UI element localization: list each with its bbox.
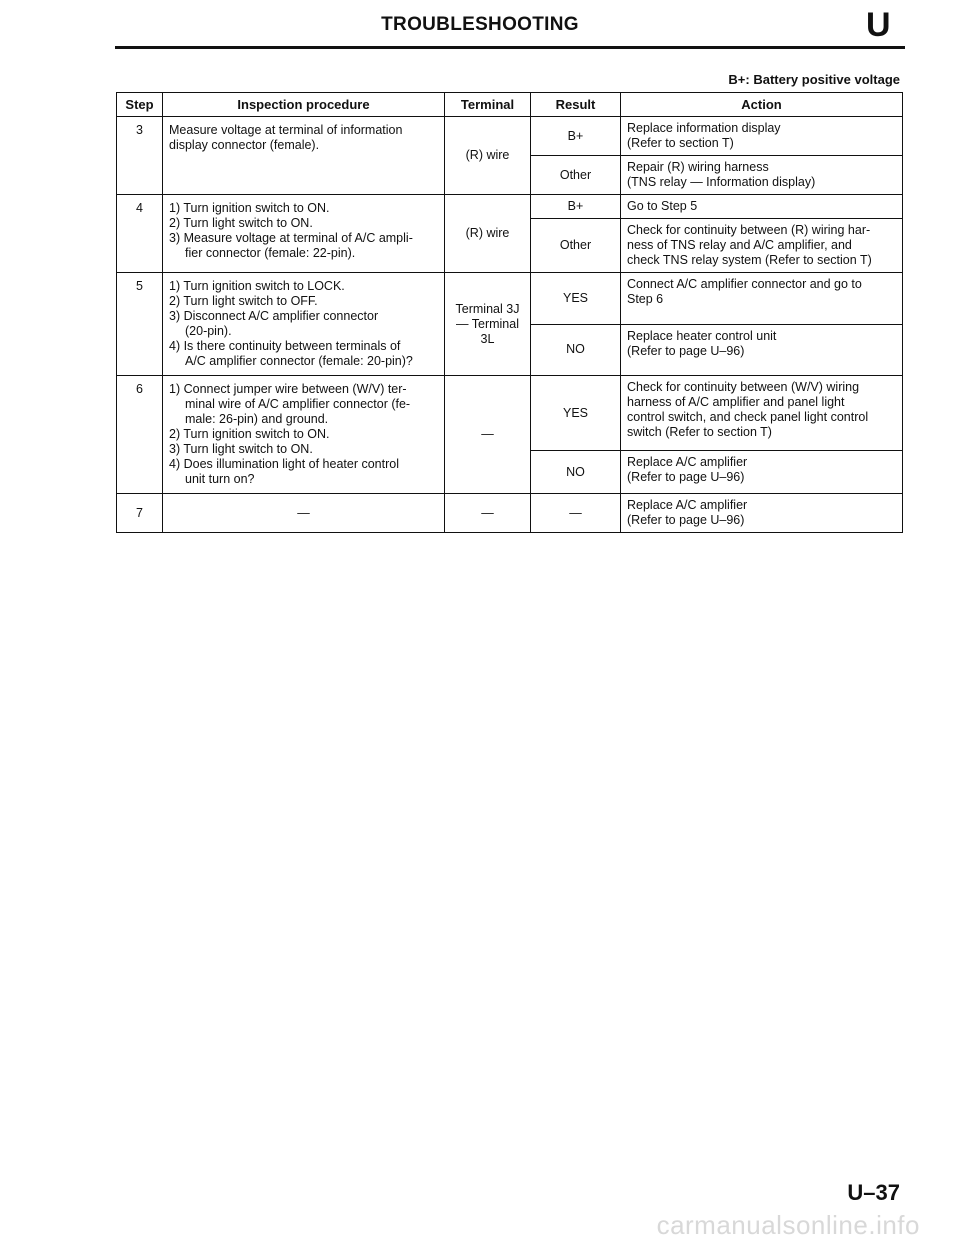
procedure-line: unit turn on? [185, 472, 255, 486]
action-line: ness of TNS relay and A/C amplifier, and [627, 238, 852, 252]
step-number: 5 [117, 273, 163, 376]
procedure-line: 1) Connect jumper wire between (W/V) ter- [169, 382, 407, 396]
procedure-line: 2) Turn ignition switch to ON. [169, 427, 330, 441]
action-line: harness of A/C amplifier and panel light [627, 395, 845, 409]
header-rule [115, 46, 905, 49]
table-row [117, 117, 903, 156]
action-line: check TNS relay system (Refer to section T) [627, 253, 872, 267]
action-cell [621, 376, 903, 451]
action-line: (Refer to page U–96) [627, 470, 745, 485]
procedure-line: A/C amplifier connector (female: 20-pin)? [185, 354, 413, 368]
column-header-result: Result [531, 93, 621, 117]
column-header-inspection-procedure: Inspection procedure [163, 93, 445, 117]
inspection-procedure [163, 376, 445, 494]
action-line: Replace heater control unit [627, 328, 777, 343]
procedure-line: 1) Turn ignition switch to ON. [169, 201, 330, 215]
action-line: Go to Step 5 [627, 199, 698, 213]
action-cell [621, 219, 903, 273]
result-cell: YES [531, 273, 621, 325]
action-line: Repair (R) wiring harness [627, 160, 769, 174]
action-line: (Refer to section T) [627, 136, 734, 150]
procedure-line: minal wire of A/C amplifier connector (fe- [185, 397, 411, 411]
result-cell: B+ [531, 117, 621, 156]
procedure-line: 3) Measure voltage at terminal of A/C ampli- [169, 231, 413, 245]
procedure-line: 4) Does illumination light of heater control [169, 457, 399, 471]
column-header-action: Action [621, 93, 903, 117]
page-title: TROUBLESHOOTING [381, 14, 579, 35]
result-cell: Other [531, 156, 621, 195]
inspection-procedure [163, 195, 445, 273]
result-cell: B+ [531, 195, 621, 219]
terminal-cell: (R) wire [445, 195, 531, 273]
section-letter: U [866, 6, 891, 44]
action-cell [621, 273, 903, 325]
action-line: (Refer to page U–96) [627, 513, 745, 527]
step-number: 7 [117, 494, 163, 533]
procedure-line: fier connector (female: 22-pin). [185, 246, 356, 260]
result-cell: NO [531, 451, 621, 494]
step-number: 3 [117, 117, 163, 195]
action-cell [621, 195, 903, 219]
watermark: carmanualsonline.info [656, 1210, 920, 1240]
action-cell [621, 117, 903, 156]
column-header-terminal: Terminal [445, 93, 531, 117]
inspection-procedure [163, 117, 445, 195]
result-cell: NO [531, 324, 621, 376]
action-line: (Refer to page U–96) [627, 343, 745, 358]
action-line: Replace information display [627, 121, 781, 135]
result-cell: YES [531, 376, 621, 451]
procedure-line: display connector (female). [169, 138, 320, 152]
action-line: Check for continuity between (R) wiring har- [627, 223, 871, 237]
procedure-line: 1) Turn ignition switch to LOCK. [169, 279, 345, 293]
action-line: Replace A/C amplifier [627, 498, 748, 512]
inspection-procedure: — [163, 494, 445, 533]
action-line: switch (Refer to section T) [627, 425, 772, 439]
column-header-step: Step [117, 93, 163, 117]
action-line: Check for continuity between (W/V) wiring [627, 380, 860, 394]
action-cell [621, 156, 903, 195]
procedure-line: male: 26-pin) and ground. [185, 412, 329, 426]
action-line: Replace A/C amplifier [627, 455, 748, 470]
terminal-cell: (R) wire [445, 117, 531, 195]
table-row [117, 494, 903, 533]
procedure-line: Measure voltage at terminal of information [169, 123, 403, 137]
procedure-line: 4) Is there continuity between terminals of [169, 339, 401, 353]
result-cell: — [531, 494, 621, 533]
action-cell [621, 324, 903, 376]
inspection-table [116, 92, 903, 533]
terminal-cell: Terminal 3J — Terminal 3L [445, 273, 531, 376]
procedure-line: (20-pin). [185, 324, 232, 338]
action-line: Step 6 [627, 292, 664, 306]
step-number: 4 [117, 195, 163, 273]
procedure-line: 3) Turn light switch to ON. [169, 442, 313, 456]
procedure-line: 3) Disconnect A/C amplifier connector [169, 309, 379, 323]
action-cell [621, 494, 903, 533]
action-line: Connect A/C amplifier connector and go to [627, 277, 862, 291]
terminal-cell: — [445, 376, 531, 494]
action-line: control switch, and check panel light control [627, 410, 869, 424]
inspection-procedure [163, 273, 445, 376]
procedure-line: 2) Turn light switch to OFF. [169, 294, 318, 308]
table-row [117, 273, 903, 325]
terminal-cell: — [445, 494, 531, 533]
table-row [117, 195, 903, 219]
action-cell [621, 451, 903, 494]
legend-note: B+: Battery positive voltage [728, 72, 900, 87]
result-cell: Other [531, 219, 621, 273]
table-header-row [117, 93, 903, 117]
action-line: (TNS relay — Information display) [627, 175, 816, 189]
step-number: 6 [117, 376, 163, 494]
procedure-line: 2) Turn light switch to ON. [169, 216, 313, 230]
table-row [117, 376, 903, 451]
page-number: U–37 [847, 1180, 900, 1205]
